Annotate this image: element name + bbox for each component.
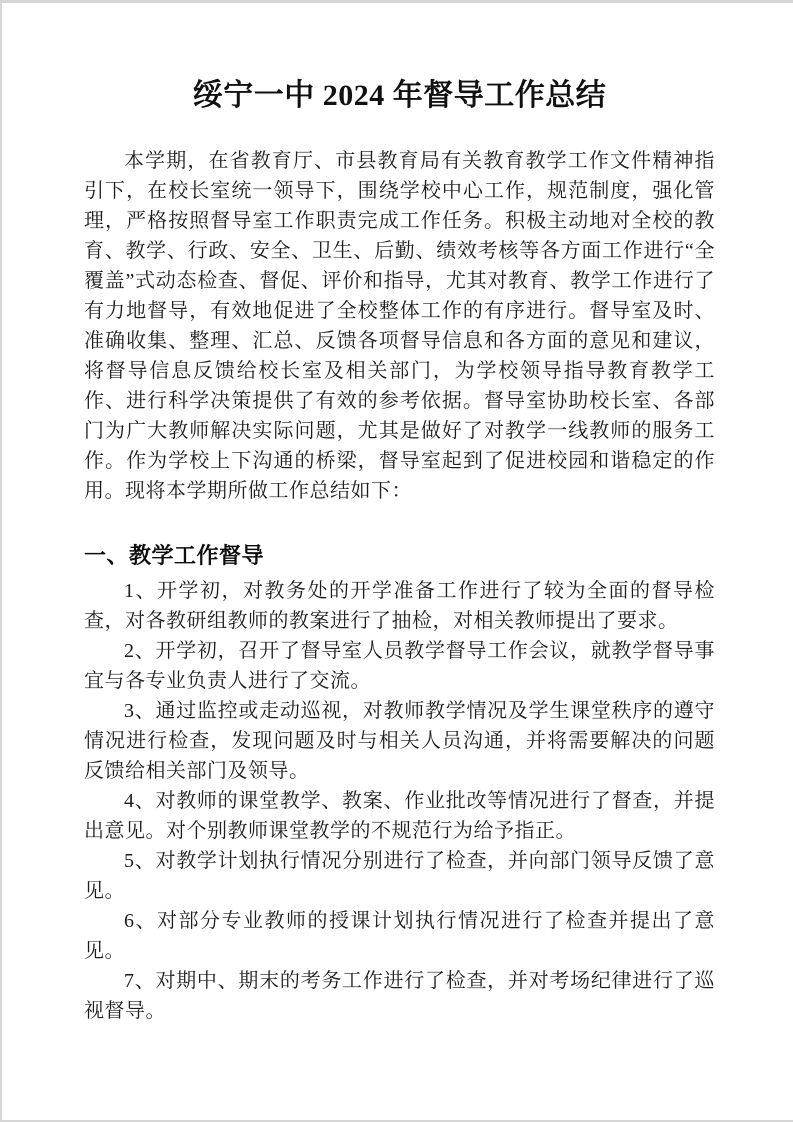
section-heading-teaching-supervision: 一、教学工作督导 — [84, 543, 265, 568]
intro-paragraph: 本学期，在省教育厅、市县教育局有关教育教学工作文件精神指引下，在校长室统一领导下，围绕学校中心工作，规范制度，强化管理，严格按照督导室工作职责完成工作任务。积极主动地对全校的教育、教学、行政、安全、卫生、后勤、绩效考核等各方面工作进行“全覆盖”式动态检查、督促、评价和指导，尤其对教育、教学工作进行了有力地督导，有效地促进了全校整体工作的有序进行。督导室及时、准确收集、整理、汇总、反馈各项督导信息和各方面的意见和建议，将督导信息反馈给校长室及相关部门，为学校领导指导教育教学工作、进行科学决策提供了有效的参考依据。督导室协助校长室、各部门为广大教师解决实际问题，尤其是做好了对教学一线教师的服务工作。作为学校上下沟通的桥梁，督导室起到了促进校园和谐稳定的作用。现将本学期所做工作总结如下： — [84, 150, 715, 502]
list-item-4: 4、对教师的课堂教学、教案、作业批改等情况进行了督查，并提出意见。对个别教师课堂教学的不规范行为给予指正。 — [84, 790, 715, 842]
document-title: 绥宁一中 2024 年督导工作总结 — [192, 79, 607, 112]
list-item-5: 5、对教学计划执行情况分别进行了检查，并向部门领导反馈了意见。 — [84, 850, 715, 902]
list-item-2: 2、开学初，召开了督导室人员教学督导工作会议，就教学督导事宜与各专业负责人进行了交流。 — [84, 640, 715, 692]
list-item-1: 1、开学初，对教务处的开学准备工作进行了较为全面的督导检查，对各教研组教师的教案进行了抽检，对相关教师提出了要求。 — [84, 580, 715, 632]
list-item-3: 3、通过监控或走动巡视，对教师教学情况及学生课堂秩序的遵守情况进行检查，发现问题及时与相关人员沟通，并将需要解决的问题反馈给相关部门及领导。 — [84, 700, 715, 782]
list-item-7: 7、对期中、期末的考务工作进行了检查，并对考场纪律进行了巡视督导。 — [84, 970, 715, 1022]
list-item-6: 6、对部分专业教师的授课计划执行情况进行了检查并提出了意见。 — [84, 910, 715, 962]
document-page — [2, 3, 793, 1120]
